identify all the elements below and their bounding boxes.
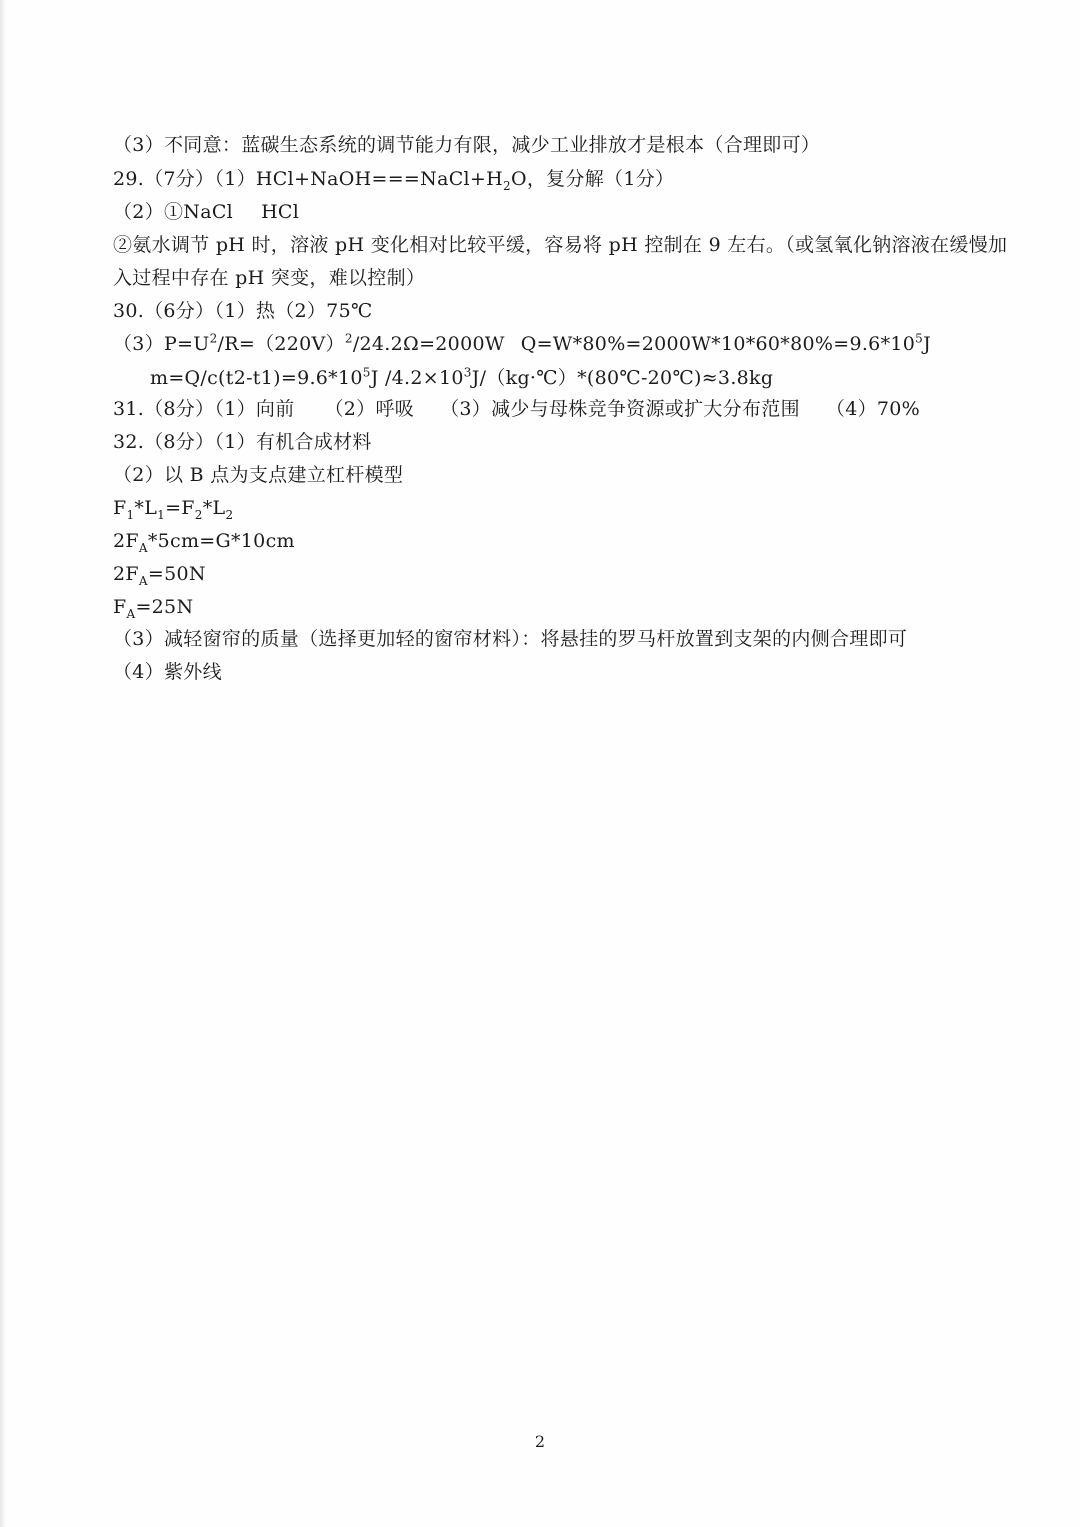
answer-text: J [923,333,932,355]
answer-text: /24.2Ω=2000W [352,333,505,355]
answer-text: 32.（8分）（1）有机合成材料 [113,431,372,453]
subscript: 2 [225,507,234,522]
answer-text: （3）P=U [113,333,210,355]
superscript: 5 [915,331,924,346]
answer-text: m=Q/c(t2-t1)=9.6*10 [150,367,363,389]
page-edge-shadow [0,0,6,1527]
subscript: A [138,540,148,555]
superscript: 2 [209,331,218,346]
answer-line-29-2 [113,200,299,224]
superscript: 5 [362,365,371,380]
answer-text: 29.（7分）（1）HCl+NaOH===NaCl+H [113,168,504,190]
answer-line-32-2 [113,463,403,487]
answer-line-29-2-c [113,266,425,290]
subscript: 2 [194,507,203,522]
answer-line-30-3 [113,332,931,356]
answer-text: J/（kg·℃）*(80℃-20℃)≈3.8kg [471,367,774,389]
subscript: 2 [503,178,511,193]
subscript: 1 [157,507,166,522]
answer-text: （2）①NaCl [113,201,234,223]
answer-text: J /4.2×10 [370,367,464,389]
answer-text: =50N [147,563,206,585]
subscript: A [138,573,148,588]
answer-line-29-2-b [113,233,1007,257]
superscript: 3 [463,365,472,380]
equation-step-3 [113,595,193,619]
answer-text: 2F [113,530,139,552]
answer-text: ②氨水调节 pH 时，溶液 pH 变化相对比较平缓，容易将 pH 控制在 9 左右。（或氢氧化钠溶液在缓慢加 [113,234,1008,256]
answer-text: Q=W*80%=2000W*10*60*80%=9.6*10 [520,333,916,355]
answer-text: *5cm=G*10cm [147,530,295,552]
subscript: A [126,606,136,621]
answer-text: （3）减轻窗帘的质量（选择更加轻的窗帘材料）：将悬挂的罗马杆放置到支架的内侧合理即可 [113,628,908,650]
answer-text: *L [202,497,226,519]
answer-line-30-3-b [150,366,773,390]
answer-text: 31.（8分）（1）向前 [113,398,295,420]
answer-text: *L [134,497,158,519]
answer-text: HCl [261,201,300,223]
answer-text: （4）70% [825,398,921,420]
answer-line-32-3 [113,627,907,651]
superscript: 2 [344,331,353,346]
answer-text: （2）以 B 点为支点建立杠杆模型 [113,464,404,486]
answer-text: 2F [113,563,139,585]
answer-text: （3）不同意：蓝碳生态系统的调节能力有限，减少工业排放才是根本（合理即可） [113,134,821,156]
equation-step-2 [113,562,206,586]
equation-lever-principle [113,496,233,520]
answer-text: /R=（220V） [217,333,345,355]
answer-line-31 [113,397,920,421]
answer-text: =F [165,497,195,519]
answer-text: 30.（6分）（1）热（2）75℃ [113,300,373,322]
answer-text: F [113,596,127,618]
answer-line-30-header [113,299,373,323]
answer-text: （4）紫外线 [113,661,222,683]
answer-text: O，复分解（1分） [510,168,675,190]
answer-line-32-header [113,430,372,454]
answer-line-32-4 [113,660,222,684]
subscript: 1 [126,507,135,522]
answer-text: 入过程中存在 pH 突变，难以控制） [113,267,426,289]
answer-line-28-3 [113,133,820,157]
equation-step-1 [113,529,295,553]
answer-text: =25N [135,596,194,618]
answer-text: F [113,497,127,519]
answer-line-29-header [113,167,674,191]
page-number: 2 [534,1432,546,1451]
answer-text: （2）呼吸 [324,398,415,420]
answer-text: （3）减少与母株竞争资源或扩大分布范围 [440,398,800,420]
